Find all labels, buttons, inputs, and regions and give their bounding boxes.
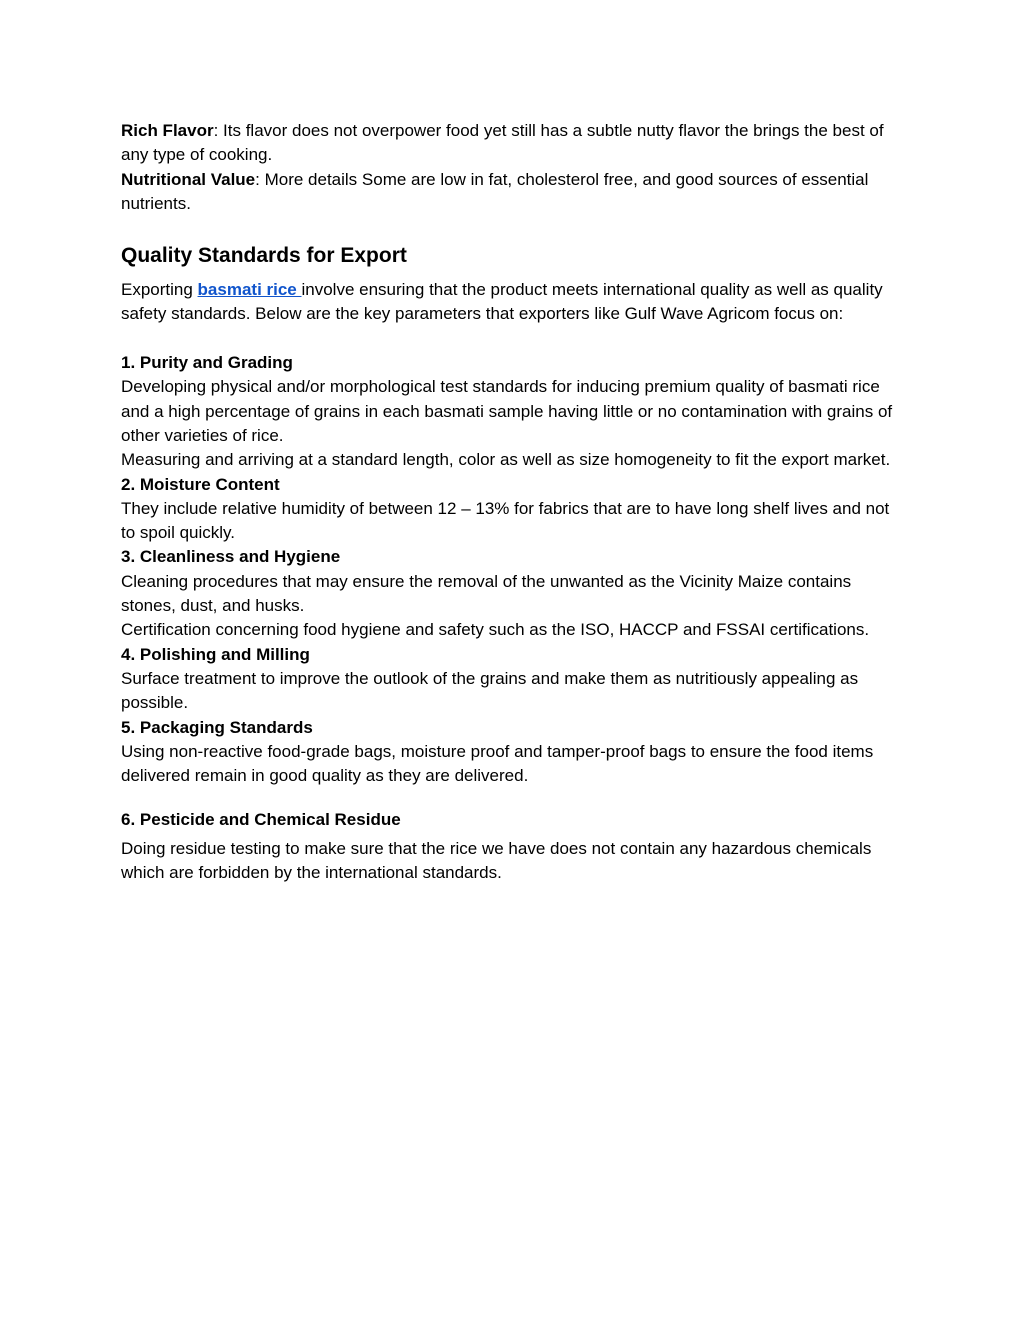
- pesticide-title: 6. Pesticide and Chemical Residue: [121, 810, 401, 830]
- packaging-paragraph: Using non-reactive food-grade bags, moisture proof and tamper-proof bags to ensure the food items delivered remain in good quality as they are delivered.: [121, 741, 874, 786]
- cleanliness-paragraph-2: Certification concerning food hygiene and safety such as the ISO, HACCP and FSSAI certifications.: [121, 620, 870, 640]
- nutritional-value-label: Nutritional Value: [121, 169, 256, 189]
- packaging-title: 5. Packaging Standards: [121, 717, 313, 737]
- rich-flavor-paragraph: [121, 119, 901, 168]
- purity-paragraph-1: Developing physical and/or morphological test standards for inducing premium quality of basmati rice and a high percentage of grains in each basmati sample having little or no contamination with grains of other varieties of rice.: [121, 377, 893, 445]
- cleanliness-title: 3. Cleanliness and Hygiene: [121, 547, 341, 567]
- quality-intro-after: involve ensuring that the product meets international quality as well as quality safety standards. Below are the key parameters that exporters like Gulf Wave Agricom focus on:: [121, 280, 883, 324]
- moisture-paragraph: They include relative humidity of between 12 – 13% for fabrics that are to have long shelf lives and not to spoil quickly.: [121, 498, 890, 543]
- quality-intro-paragraph: [121, 278, 901, 327]
- pesticide-paragraph: Doing residue testing to make sure that the rice we have does not contain any hazardous chemicals which are forbidden by the international standards.: [121, 838, 872, 883]
- document-page: [121, 119, 901, 885]
- rich-flavor-text: : Its flavor does not overpower food yet still has a subtle nutty flavor the brings the best of any type of cooking.: [121, 121, 884, 165]
- quality-standards-heading: Quality Standards for Export: [121, 244, 407, 268]
- cleanliness-paragraph-1: Cleaning procedures that may ensure the removal of the unwanted as the Vicinity Maize contains stones, dust, and husks.: [121, 571, 852, 616]
- quality-intro-before: Exporting: [121, 280, 198, 300]
- polishing-paragraph: Surface treatment to improve the outlook of the grains and make them as nutritiously appealing as possible.: [121, 668, 859, 713]
- nutritional-value-paragraph: [121, 168, 901, 217]
- purity-paragraph-2: Measuring and arriving at a standard length, color as well as size homogeneity to fit the export market.: [121, 450, 891, 470]
- basmati-rice-link[interactable]: basmati rice: [197, 280, 302, 300]
- nutritional-value-text: : More details Some are low in fat, cholesterol free, and good sources of essential nutrients.: [121, 169, 869, 213]
- moisture-title: 2. Moisture Content: [121, 474, 280, 494]
- polishing-title: 4. Polishing and Milling: [121, 644, 310, 664]
- purity-title: 1. Purity and Grading: [121, 353, 293, 373]
- rich-flavor-label: Rich Flavor: [121, 121, 214, 140]
